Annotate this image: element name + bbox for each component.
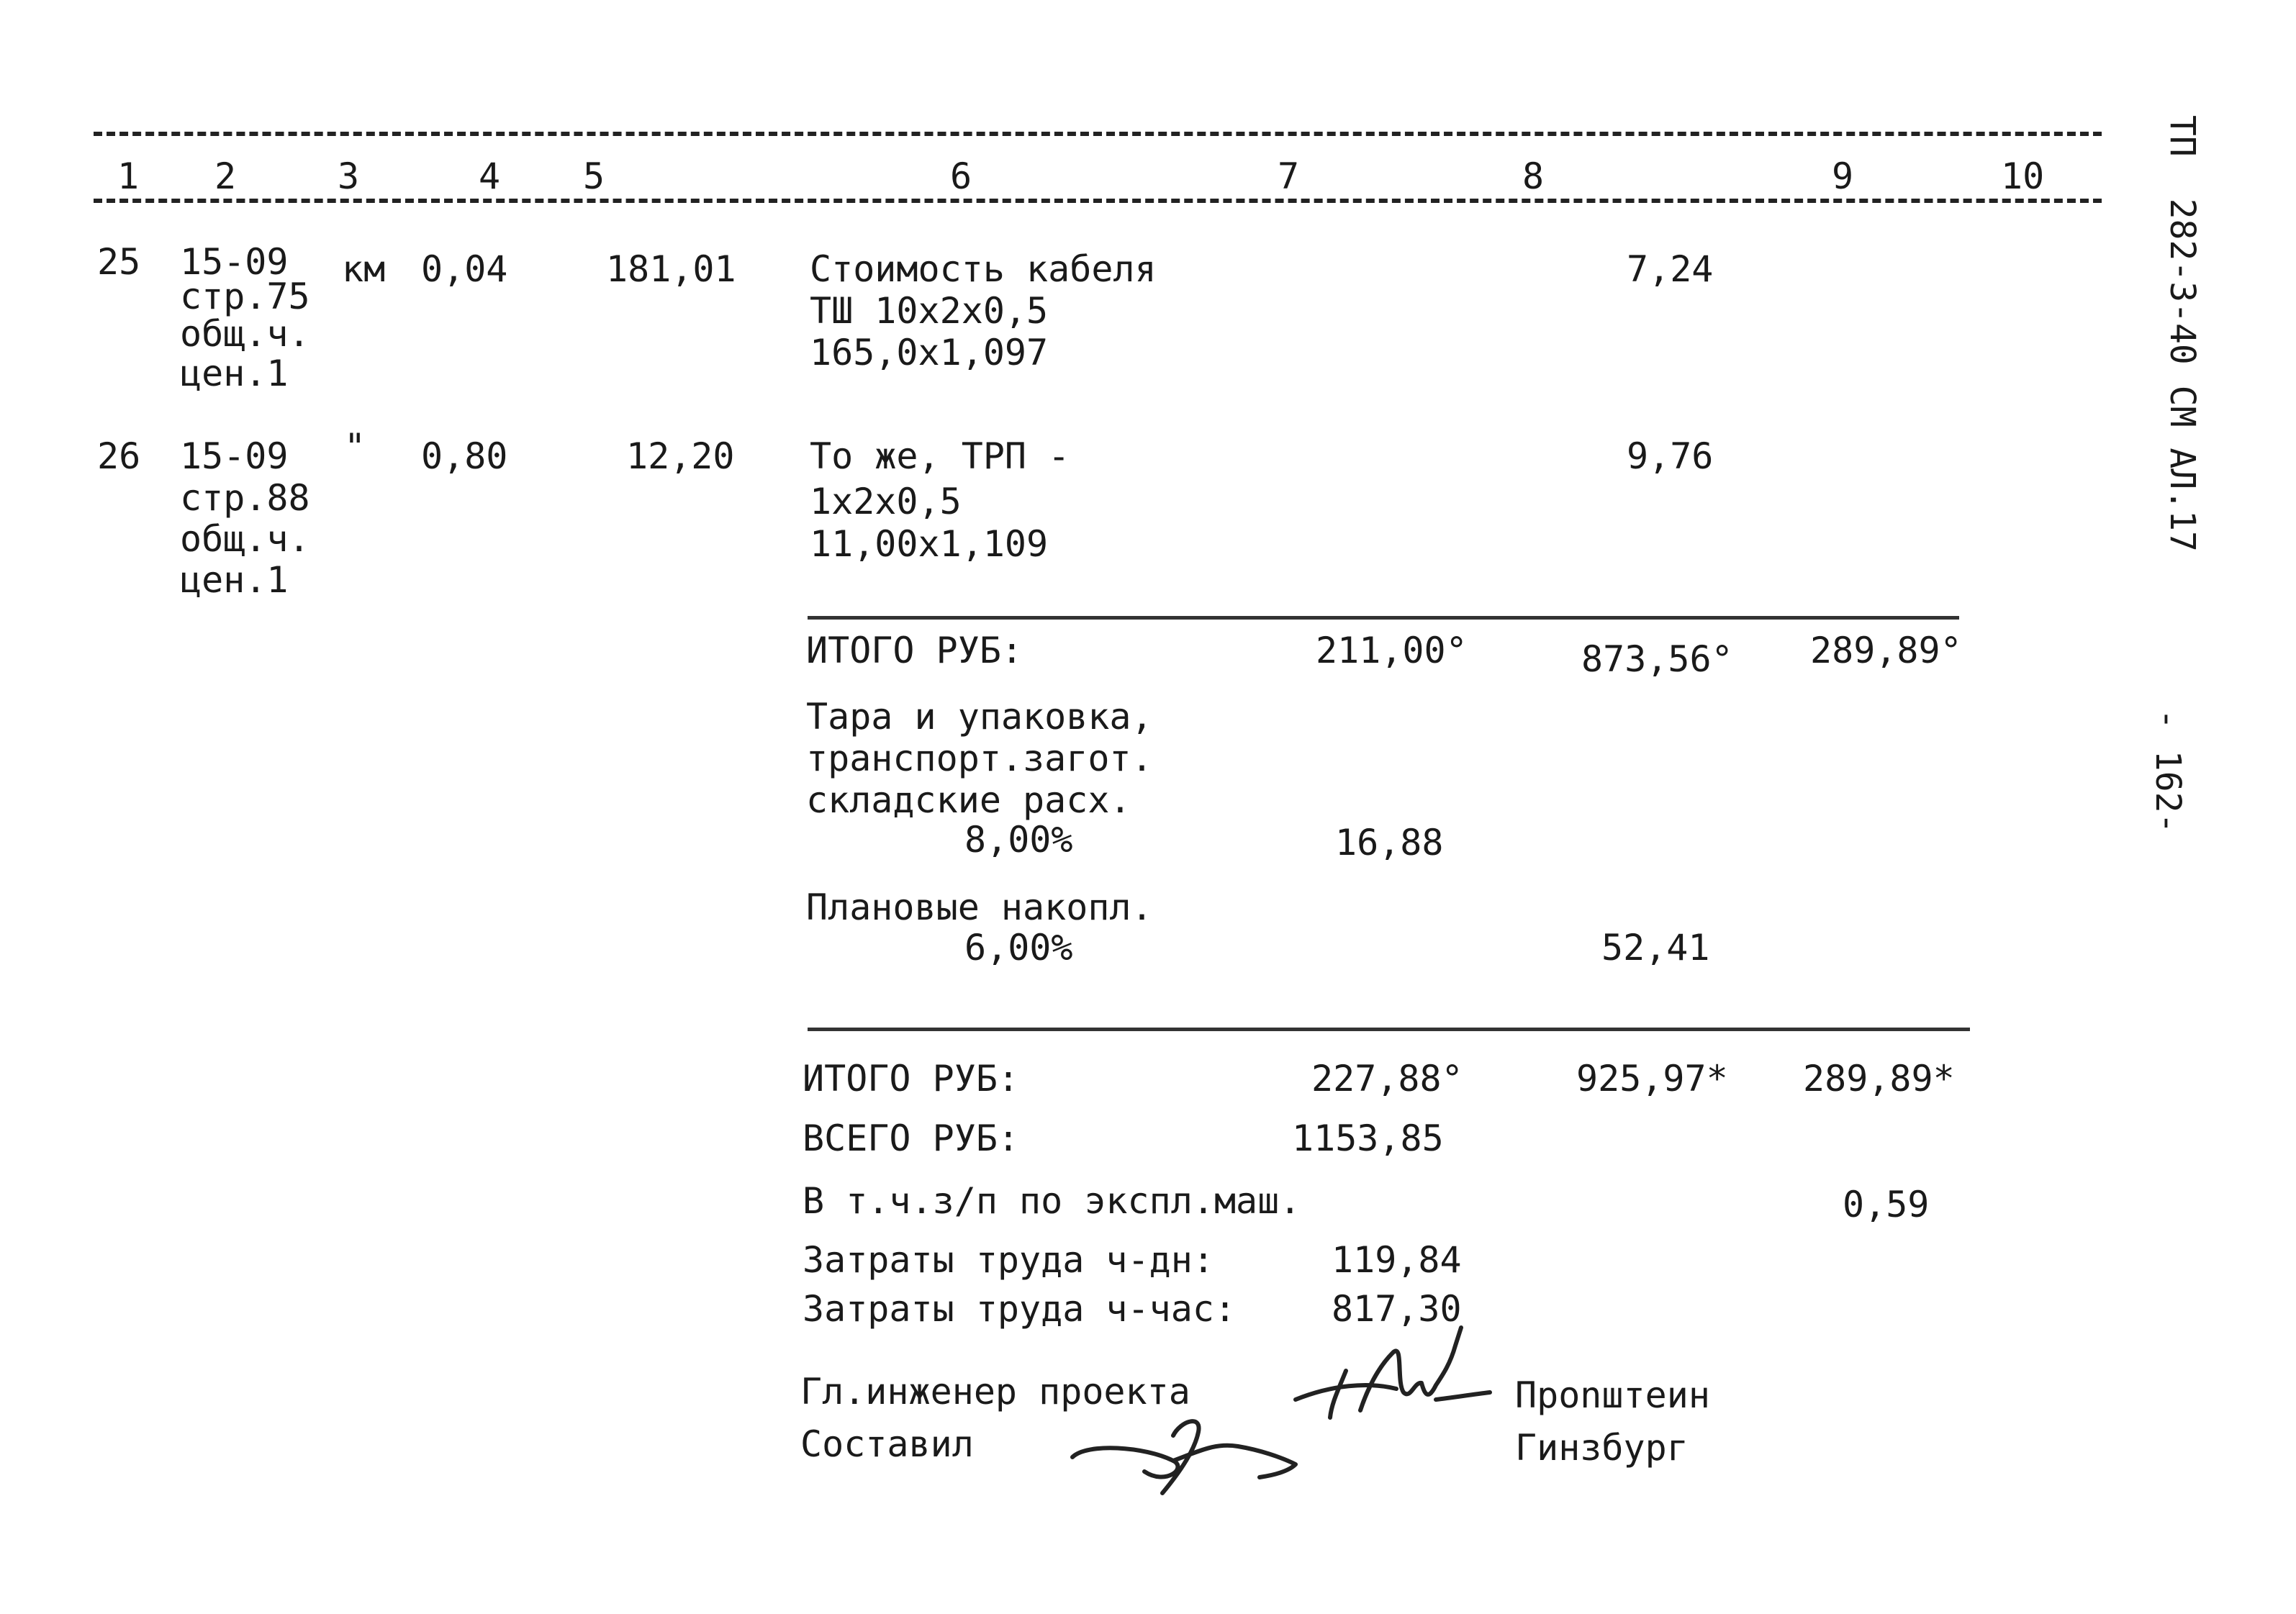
plan-col8: 52,41: [1601, 927, 1710, 969]
row-qty: 0,04: [421, 248, 508, 290]
col-num-1: 1: [117, 155, 140, 197]
row-code-line: 15-09: [180, 241, 289, 283]
header-rule-top: [94, 132, 2102, 136]
labor-days-label: Затраты труда ч-дн:: [803, 1239, 1214, 1281]
row-desc-line: 11,00х1,109: [810, 523, 1049, 565]
row-desc-line: То же, ТРП -: [810, 435, 1070, 477]
page-number: - 162-: [2148, 709, 2188, 834]
row-code-line: общ.ч.: [180, 518, 310, 560]
subtotal2-label: ИТОГО РУБ:: [803, 1058, 1020, 1100]
col-num-6: 6: [950, 155, 972, 197]
subtotal-col9: 289,89°: [1810, 630, 1962, 671]
labor-hours-value: 817,30: [1332, 1288, 1462, 1330]
total-value: 1153,85: [1292, 1117, 1444, 1159]
tara-line: Тара и упаковка,: [806, 696, 1153, 738]
row-unit: ": [344, 426, 366, 468]
row-qty: 0,80: [421, 435, 508, 477]
labor-days-value: 119,84: [1332, 1239, 1462, 1281]
wages-value: 0,59: [1843, 1184, 1930, 1225]
row-desc-line: 165,0х1,097: [810, 332, 1049, 373]
chief-engineer-label: Гл.инженер проекта: [800, 1371, 1190, 1413]
plan-label: Плановые накопл.: [806, 887, 1153, 928]
row-number: 26: [97, 435, 141, 477]
row-code-line: цен.1: [180, 559, 289, 601]
wages-label: В т.ч.з/п по экспл.маш.: [803, 1180, 1301, 1222]
header-rule-bottom: [94, 199, 2102, 203]
subtotal-rule-2: [808, 1028, 1970, 1031]
row-code-line: стр.75: [180, 276, 310, 317]
chief-engineer-signature: [1288, 1331, 1504, 1432]
row-code-line: цен.1: [180, 353, 289, 394]
col-num-8: 8: [1522, 155, 1545, 197]
col-num-4: 4: [479, 155, 501, 197]
col-num-7: 7: [1278, 155, 1300, 197]
row-code-line: 15-09: [180, 435, 289, 477]
tara-percent: 8,00%: [964, 819, 1073, 861]
row-code-line: стр.88: [180, 477, 310, 519]
row-number: 25: [97, 241, 141, 283]
row-unit: км: [342, 248, 386, 290]
col-num-9: 9: [1832, 155, 1854, 197]
subtotal2-col7: 227,88°: [1311, 1058, 1463, 1100]
subtotal-rule: [808, 616, 1959, 620]
col-num-10: 10: [2001, 155, 2045, 197]
subtotal2-col9: 289,89*: [1803, 1058, 1955, 1100]
row-desc-line: 1х2х0,5: [810, 481, 962, 522]
total-label: ВСЕГО РУБ:: [803, 1117, 1020, 1159]
row-desc-line: Стоимость кабеля: [810, 248, 1157, 290]
row-col8: 7,24: [1627, 248, 1714, 290]
tara-col7: 16,88: [1335, 822, 1444, 863]
row-code-line: общ.ч.: [180, 313, 310, 355]
subtotal-col7: 211,00°: [1316, 630, 1468, 671]
col-num-3: 3: [338, 155, 360, 197]
author-signature: [1065, 1392, 1310, 1508]
row-col8: 9,76: [1627, 435, 1714, 477]
row-price: 181,01: [606, 248, 736, 290]
document-code: ТП 282-3-40 СМ АЛ.17: [2162, 115, 2202, 552]
subtotal2-col8: 925,97*: [1576, 1058, 1728, 1100]
labor-hours-label: Затраты труда ч-час:: [803, 1288, 1237, 1330]
subtotal-label: ИТОГО РУБ:: [806, 630, 1023, 671]
col-num-2: 2: [214, 155, 237, 197]
subtotal-col8: 873,56°: [1581, 638, 1733, 680]
author-label: Составил: [800, 1423, 974, 1465]
tara-line: складские расх.: [806, 779, 1131, 821]
plan-percent: 6,00%: [964, 927, 1073, 969]
tara-line: транспорт.загот.: [806, 738, 1153, 779]
row-desc-line: ТШ 10х2х0,5: [810, 290, 1049, 332]
author-name: Гинзбург: [1515, 1427, 1689, 1469]
col-num-5: 5: [583, 155, 605, 197]
chief-engineer-name: Проnштеин: [1515, 1374, 1710, 1416]
row-price: 12,20: [626, 435, 735, 477]
